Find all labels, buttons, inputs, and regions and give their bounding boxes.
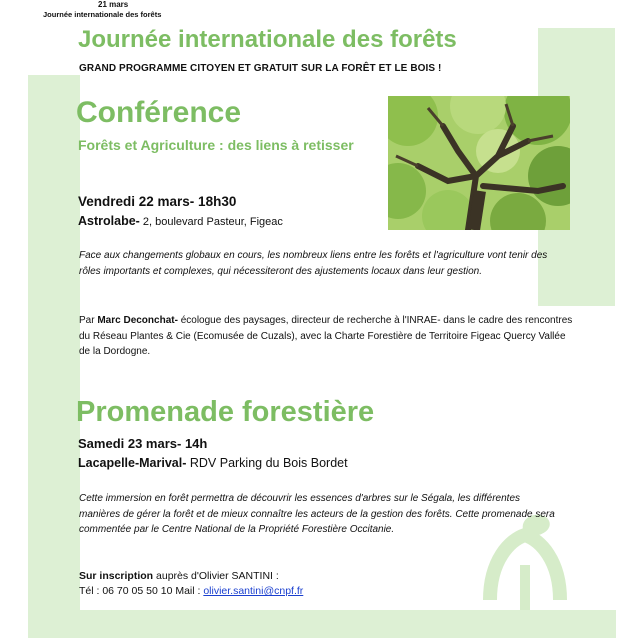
conference-title: Conférence — [76, 96, 242, 129]
registration-contact: auprès d'Olivier SANTINI : — [153, 570, 279, 582]
page-subtitle: GRAND PROGRAMME CITOYEN ET GRATUIT SUR LA FORÊT ET LE BOIS ! — [79, 63, 442, 74]
walk-date: Samedi 23 mars- 14h — [78, 436, 208, 451]
page-title: Journée internationale des forêts — [78, 26, 457, 53]
header-date: 21 mars — [98, 0, 129, 9]
walk-title: Promenade forestière — [76, 396, 375, 428]
registration-label: Sur inscription — [79, 570, 154, 582]
walk-description: Cette immersion en forêt permettra de découvrir les essences d'arbres sur le Ségala, les différentes manières de gérer la forêt et de mieux connaître les acteurs de la gestion des forêts. Cette promenade sera commentée par le Centre National de la Propriété Forestière Occitanie. — [79, 493, 555, 535]
walk-meeting-point: RDV Parking du Bois Bordet — [186, 456, 348, 470]
conference-address: 2, boulevard Pasteur, Figeac — [139, 216, 283, 228]
speaker-prefix: Par — [79, 315, 98, 326]
speaker-name: Marc Deconchat- — [97, 315, 178, 326]
conference-description: Face aux changements globaux en cours, les nombreux liens entre les forêts et l'agriculture vont tenir des rôles importants et complexes, qui nécessiteront des ajustements locaux dans leur gestion. — [79, 250, 548, 277]
walk-venue: Lacapelle-Marival- — [78, 456, 187, 470]
registration-line — [79, 570, 279, 582]
contact-line — [79, 585, 303, 597]
conference-speaker — [79, 313, 579, 360]
conference-subtitle: Forêts et Agriculture : des liens à retisser — [78, 137, 354, 153]
conference-date: Vendredi 22 mars- 18h30 — [78, 194, 237, 209]
tree-photo — [388, 96, 570, 230]
phone-text: Tél : 06 70 05 50 10 Mail : — [79, 585, 204, 597]
conference-venue: Astrolabe- — [78, 214, 140, 228]
email-link[interactable]: olivier.santini@cnpf.fr — [203, 585, 304, 597]
speaker-bio: écologue des paysages, directeur de recherche à l'INRAE- dans le cadre des rencontres du Réseau Plantes & Cie (Ecomusée de Cuzals), avec la Charte Forestière de Territoire Figeac Quercy Vallée de la Dordogne. — [79, 315, 573, 357]
conference-location — [78, 214, 283, 228]
walk-location — [78, 456, 348, 470]
header-event: Journée internationale des forêts — [43, 10, 162, 19]
